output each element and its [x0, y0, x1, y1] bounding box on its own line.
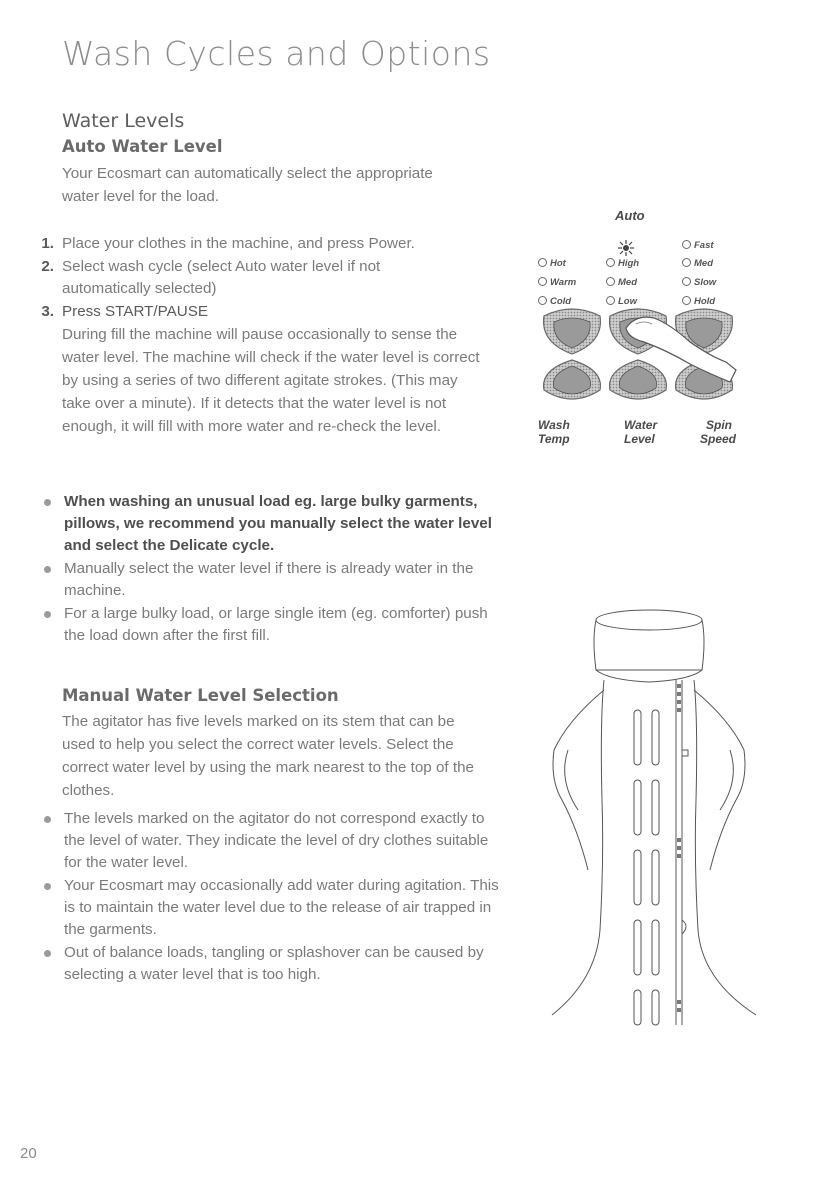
wash-label: Wash: [538, 418, 570, 432]
radio-indicator-icon: [606, 296, 615, 305]
spin-speed-option: Med: [682, 258, 713, 269]
list-item: [44, 558, 504, 602]
page-title: Wash Cycles and Options: [62, 34, 491, 73]
bullet-text: When washing an unusual load eg. large bulky garments, pillows, we recommend you manually select the water level and select the Delicate cycle.: [64, 493, 492, 554]
step-item: [20, 233, 490, 255]
step-text: Place your clothes in the machine, and press Power.: [62, 235, 415, 252]
bullet-text: For a large bulky load, or large single item (eg. comforter) push the load down after the first fill.: [64, 605, 488, 644]
step-detail: During fill the machine will pause occasionally to sense the water level. The machine will check if the water level is correct by using a series of two different agitate strokes. (This may take over a minute). If it detects that the water level is not enough, it will fill with more water and re-check the level.: [62, 326, 480, 435]
wash-temp-option: Cold: [538, 296, 571, 307]
list-item: [44, 491, 504, 557]
panel-buttons-graphic: [540, 308, 740, 408]
auto-indicator-icon: [618, 240, 634, 256]
auto-label: Auto: [615, 208, 645, 223]
temp-label: Temp: [538, 432, 570, 446]
radio-indicator-icon: [606, 258, 615, 267]
water-label: Water: [624, 418, 658, 432]
bullet-icon: [44, 950, 51, 957]
speed-label: Speed: [700, 432, 737, 446]
step-text: Press START/PAUSE: [62, 303, 208, 320]
radio-indicator-icon: [606, 277, 615, 286]
spin-speed-option: Fast: [682, 240, 714, 251]
spin-label: Spin: [706, 418, 732, 432]
bullet-icon: [44, 499, 51, 506]
bullet-text: The levels marked on the agitator do not correspond exactly to the level of water. They indicate the level of dry clothes suitable for the water level.: [64, 810, 489, 871]
manual-intro-paragraph: The agitator has five levels marked on its stem that can be used to help you select the correct water levels. Select the correct water level by using the mark nearest to the top of the clothes.: [62, 713, 474, 799]
list-item: [44, 875, 504, 941]
auto-intro-paragraph: Your Ecosmart can automatically select the appropriate water level for the load.: [62, 165, 433, 205]
auto-bullets-list: [44, 491, 504, 648]
radio-indicator-icon: [682, 258, 691, 267]
page-number: 20: [20, 1145, 37, 1162]
radio-indicator-icon: [682, 277, 691, 286]
water-level-option: Low: [606, 296, 637, 307]
radio-indicator-icon: [538, 296, 547, 305]
spin-speed-option: Hold: [682, 296, 715, 307]
manual-bullets-list: [44, 808, 504, 987]
bullet-text: Out of balance loads, tangling or splashover can be caused by selecting a water level that is too high.: [64, 944, 484, 983]
step-text: Select wash cycle (select Auto water level if not automatically selected): [62, 258, 381, 297]
bullet-text: Your Ecosmart may occasionally add water during agitation. This is to maintain the water level due to the release of air trapped in the garments.: [64, 877, 499, 938]
radio-indicator-icon: [538, 277, 547, 286]
step-number: 2.: [41, 258, 54, 275]
section-heading-water-levels: Water Levels: [62, 110, 185, 132]
level-label: Level: [624, 432, 655, 446]
list-item: [44, 942, 504, 986]
water-level-option: High: [606, 258, 639, 269]
subheading-auto-water-level: Auto Water Level: [62, 137, 223, 156]
radio-indicator-icon: [682, 296, 691, 305]
agitator-illustration: [548, 600, 760, 1030]
step-item: [20, 301, 490, 438]
bullet-icon: [44, 566, 51, 573]
bullet-icon: [44, 883, 51, 890]
spin-speed-option: Slow: [682, 277, 716, 288]
step-item: [20, 256, 460, 300]
wash-temp-option: Warm: [538, 277, 576, 288]
radio-indicator-icon: [538, 258, 547, 267]
list-item: [44, 603, 504, 647]
list-item: [44, 808, 504, 874]
radio-indicator-icon: [682, 240, 691, 249]
step-number: 3.: [41, 303, 54, 320]
wash-temp-option: Hot: [538, 258, 566, 269]
bullet-text: Manually select the water level if there is already water in the machine.: [64, 560, 474, 599]
water-level-option: Med: [606, 277, 637, 288]
control-panel-illustration: [540, 200, 740, 460]
bullet-icon: [44, 816, 51, 823]
subheading-manual-water-level: Manual Water Level Selection: [62, 686, 339, 705]
bullet-icon: [44, 611, 51, 618]
step-number: 1.: [41, 235, 54, 252]
auto-steps-list: [20, 233, 490, 438]
